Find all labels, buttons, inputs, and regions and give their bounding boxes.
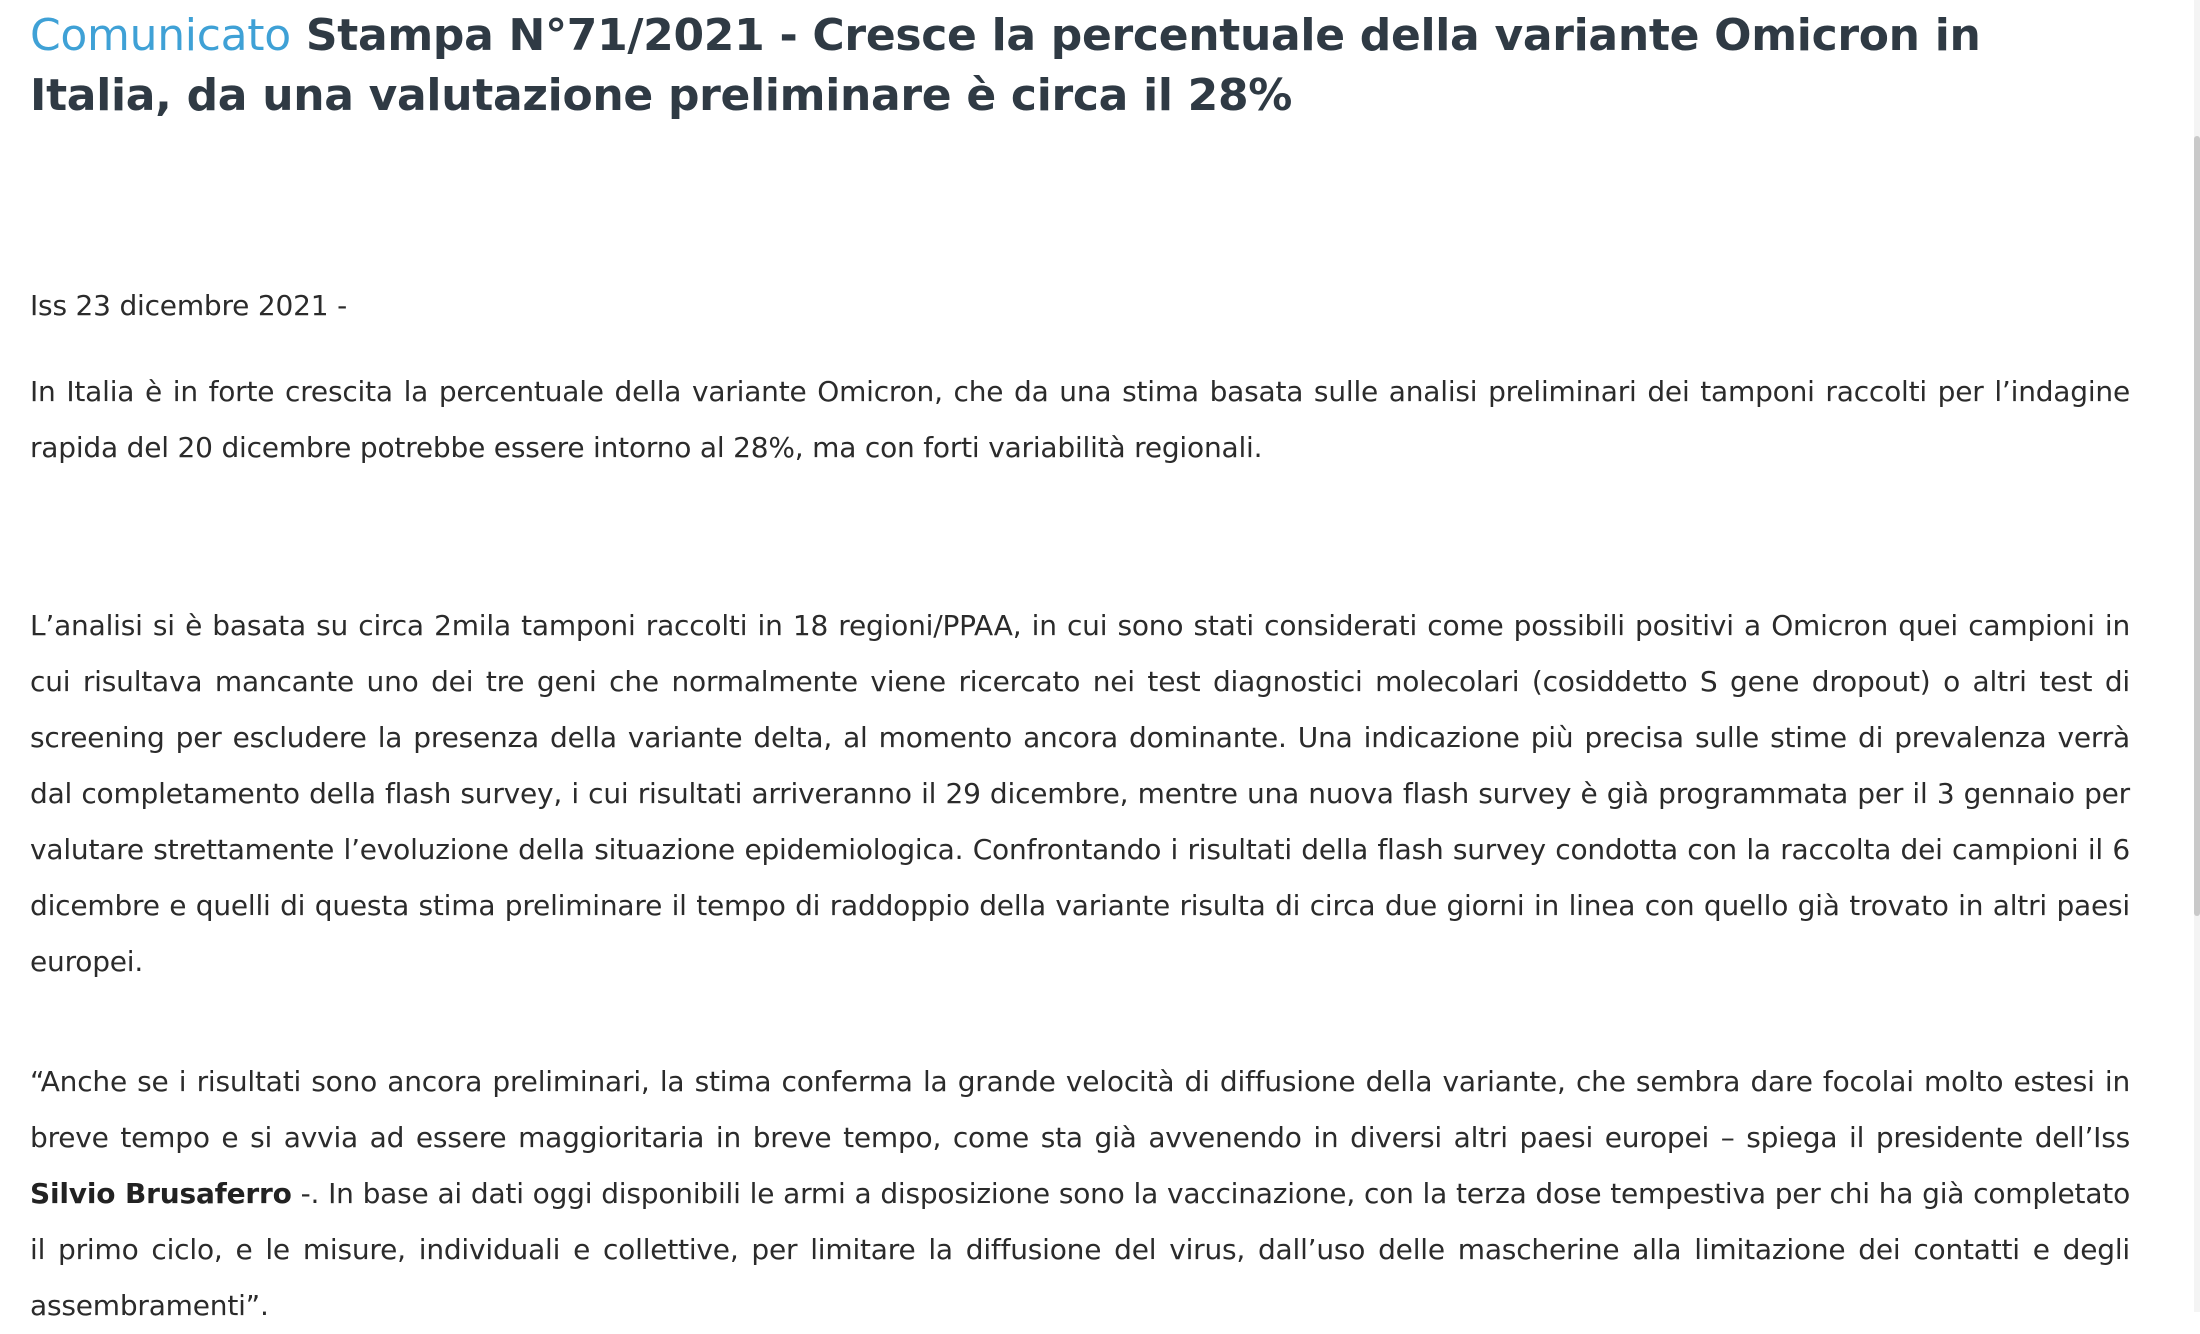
paragraph-intro: In Italia è in forte crescita la percentuale della variante Omicron, che da una stima basata sulle analisi preliminari dei tamponi raccolti per l’indagine rapida del 20 dicembre potrebbe essere intorno al 28%, ma con forti variabilità regionali. <box>30 375 2130 464</box>
dateline: Iss 23 dicembre 2021 - <box>30 289 347 322</box>
quote-part-1: “Anche se i risultati sono ancora preliminari, la stima conferma la grande velocità di diffusione della variante, che sembra dare focolai molto estesi in breve tempo e si avvia ad essere maggioritaria in breve tempo, come sta già avvenendo in diversi altri paesi europei – spiega il presidente dell’Iss <box>30 1065 2130 1154</box>
title-kicker[interactable]: Comunicato <box>30 10 291 61</box>
title-text: Stampa N°71/2021 - Cresce la percentuale della variante Omicron in Italia, da una valutazione preliminare è circa il 28% <box>30 10 1981 121</box>
quote-speaker: Silvio Brusaferro <box>30 1177 292 1210</box>
paragraph-analysis: L’analisi si è basata su circa 2mila tamponi raccolti in 18 regioni/PPAA, in cui sono stati considerati come possibili positivi a Omicron quei campioni in cui risultava mancante uno dei tre geni che normalmente viene ricercato nei test diagnostici molecolari (cosiddetto S gene dropout) o altri test di screening per escludere la presenza della variante delta, al momento ancora dominante. Una indicazione più precisa sulle stime di prevalenza verrà dal completamento della flash survey, i cui risultati arriveranno il 29 dicembre, mentre una nuova flash survey è già programmata per il 3 gennaio per valutare strettamente l’evoluzione della situazione epidemiologica. Confrontando i risultati della flash survey condotta con la raccolta dei campioni il 6 dicembre e quelli di questa stima preliminare il tempo di raddoppio della variante risulta di circa due giorni in linea con quello già trovato in altri paesi europei. <box>30 609 2130 978</box>
paragraph-quote <box>30 1054 2130 1334</box>
page-title <box>30 6 2130 126</box>
quote-part-2: -. In base ai dati oggi disponibili le armi a disposizione sono la vaccinazione, con la terza dose tempestiva per chi ha già completato il primo ciclo, e le misure, individuali e collettive, per limitare la diffusione del virus, dall’uso delle mascherine alla limitazione dei contatti e degli assembramenti”. <box>30 1177 2130 1322</box>
press-release <box>30 6 2130 1322</box>
scrollbar-thumb[interactable] <box>2194 136 2200 916</box>
